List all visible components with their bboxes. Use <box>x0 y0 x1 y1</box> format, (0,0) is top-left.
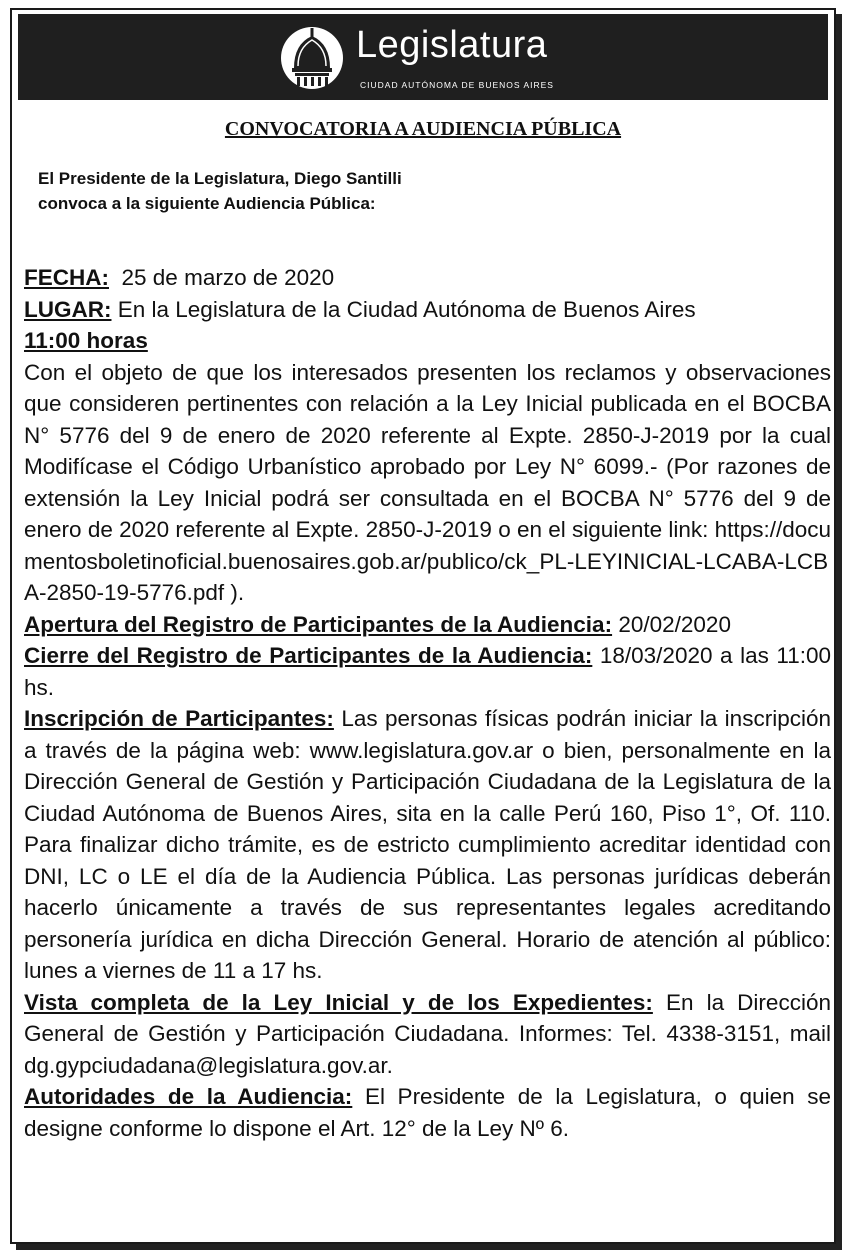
boletin-link[interactable]: https://documentosboletinoficial.buenosaires.gob.ar/publico/ck_PL-LEYINICIAL-LCABA-LCBA-2850-19-5776.pdf ). <box>24 517 831 605</box>
cierre-row <box>24 640 831 703</box>
cierre-label: Cierre del Registro de Participantes de la Audiencia: <box>24 643 593 668</box>
vista-value: En la Dirección General de Gestión y Participación Ciudadana. Informes: Tel. 4338-3151, mail dg.gypciudadana@legislatura.gov.ar. <box>24 989 831 1078</box>
building-dome-icon <box>280 22 344 94</box>
lugar-label: LUGAR: <box>24 296 112 322</box>
lugar-value: En la Legislatura de la Ciudad Autónoma de Buenos Aires <box>117 296 696 322</box>
objeto-paragraph <box>24 357 831 609</box>
vista-row <box>24 987 831 1082</box>
autoridades-label: Autoridades de la Audiencia: <box>24 1084 353 1109</box>
autoridades-row <box>24 1081 831 1144</box>
apertura-row <box>24 609 831 641</box>
apertura-value: 20/02/2020 <box>618 611 731 637</box>
lugar-row <box>24 294 831 326</box>
inscripcion-label: Inscripción de Participantes: <box>24 706 334 731</box>
page-title: CONVOCATORIA A AUDIENCIA PÚBLICA <box>224 118 622 140</box>
inscripcion-value: Las personas físicas podrán iniciar la inscripción a través de la página web: www.legislatura.gov.ar o bien, personalmente en la Dirección General de Gestión y Participación Ciudadana de la Legislatura de la Ciudad Autónoma de Buenos Aires, sita en la calle Perú 160, Piso 1°, Of. 110. Para finalizar dicho trámite, es de estricto cumplimiento acreditar identidad con DNI, LC o LE el día de la Audiencia Pública. Las personas jurídicas deberán hacerlo únicamente a través de sus representantes legales acreditando personería jurídica en dicha Dirección General. Horario de atención al público: lunes a viernes de 11 a 17 hs. <box>24 706 831 983</box>
notice-body <box>24 262 831 1144</box>
logo-subtitle: CIUDAD AUTÓNOMA DE BUENOS AIRES <box>360 80 554 90</box>
inscripcion-row <box>24 703 831 987</box>
cierre-value: 18/03/2020 a las 11:00 hs. <box>24 643 831 700</box>
hora-label: 11:00 horas <box>24 328 148 353</box>
notice-frame <box>10 8 836 1244</box>
legislatura-logo <box>280 22 580 94</box>
logo-name: Legislatura <box>356 24 548 66</box>
intro-line: convoca a la siguiente Audiencia Pública: <box>38 194 376 213</box>
fecha-label: FECHA: <box>24 265 109 290</box>
hora-row <box>24 325 831 357</box>
apertura-label: Apertura del Registro de Participantes de la Audiencia: <box>24 611 613 637</box>
header-banner <box>18 14 828 100</box>
fecha-value: 25 de marzo de 2020 <box>121 265 335 290</box>
intro-text <box>38 166 738 216</box>
intro-line: El Presidente de la Legislatura, Diego Santilli <box>38 169 402 188</box>
autoridades-value: El Presidente de la Legislatura, o quien se designe conforme lo dispone el Art. 12° de la Ley Nº 6. <box>24 1084 831 1141</box>
vista-label: Vista completa de la Ley Inicial y de los Expedientes: <box>24 989 653 1015</box>
objeto-text: Con el objeto de que los interesados presenten los reclamos y observaciones que consideren pertinentes con relación a la Ley Inicial publicada en el BOCBA N° 5776 del 9 de enero de 2020 referente al Expte. 2850-J-2019 por la cual Modifícase el Código Urbanístico aprobado por Ley N° 6099.- (Por razones de extensión la Ley Inicial podrá ser consultada en el BOCBA N° 5776 del 9 de enero de 2020 referente al Expte. 2850-J-2019 o en el siguiente link: <box>24 359 831 542</box>
fecha-row <box>24 262 831 294</box>
